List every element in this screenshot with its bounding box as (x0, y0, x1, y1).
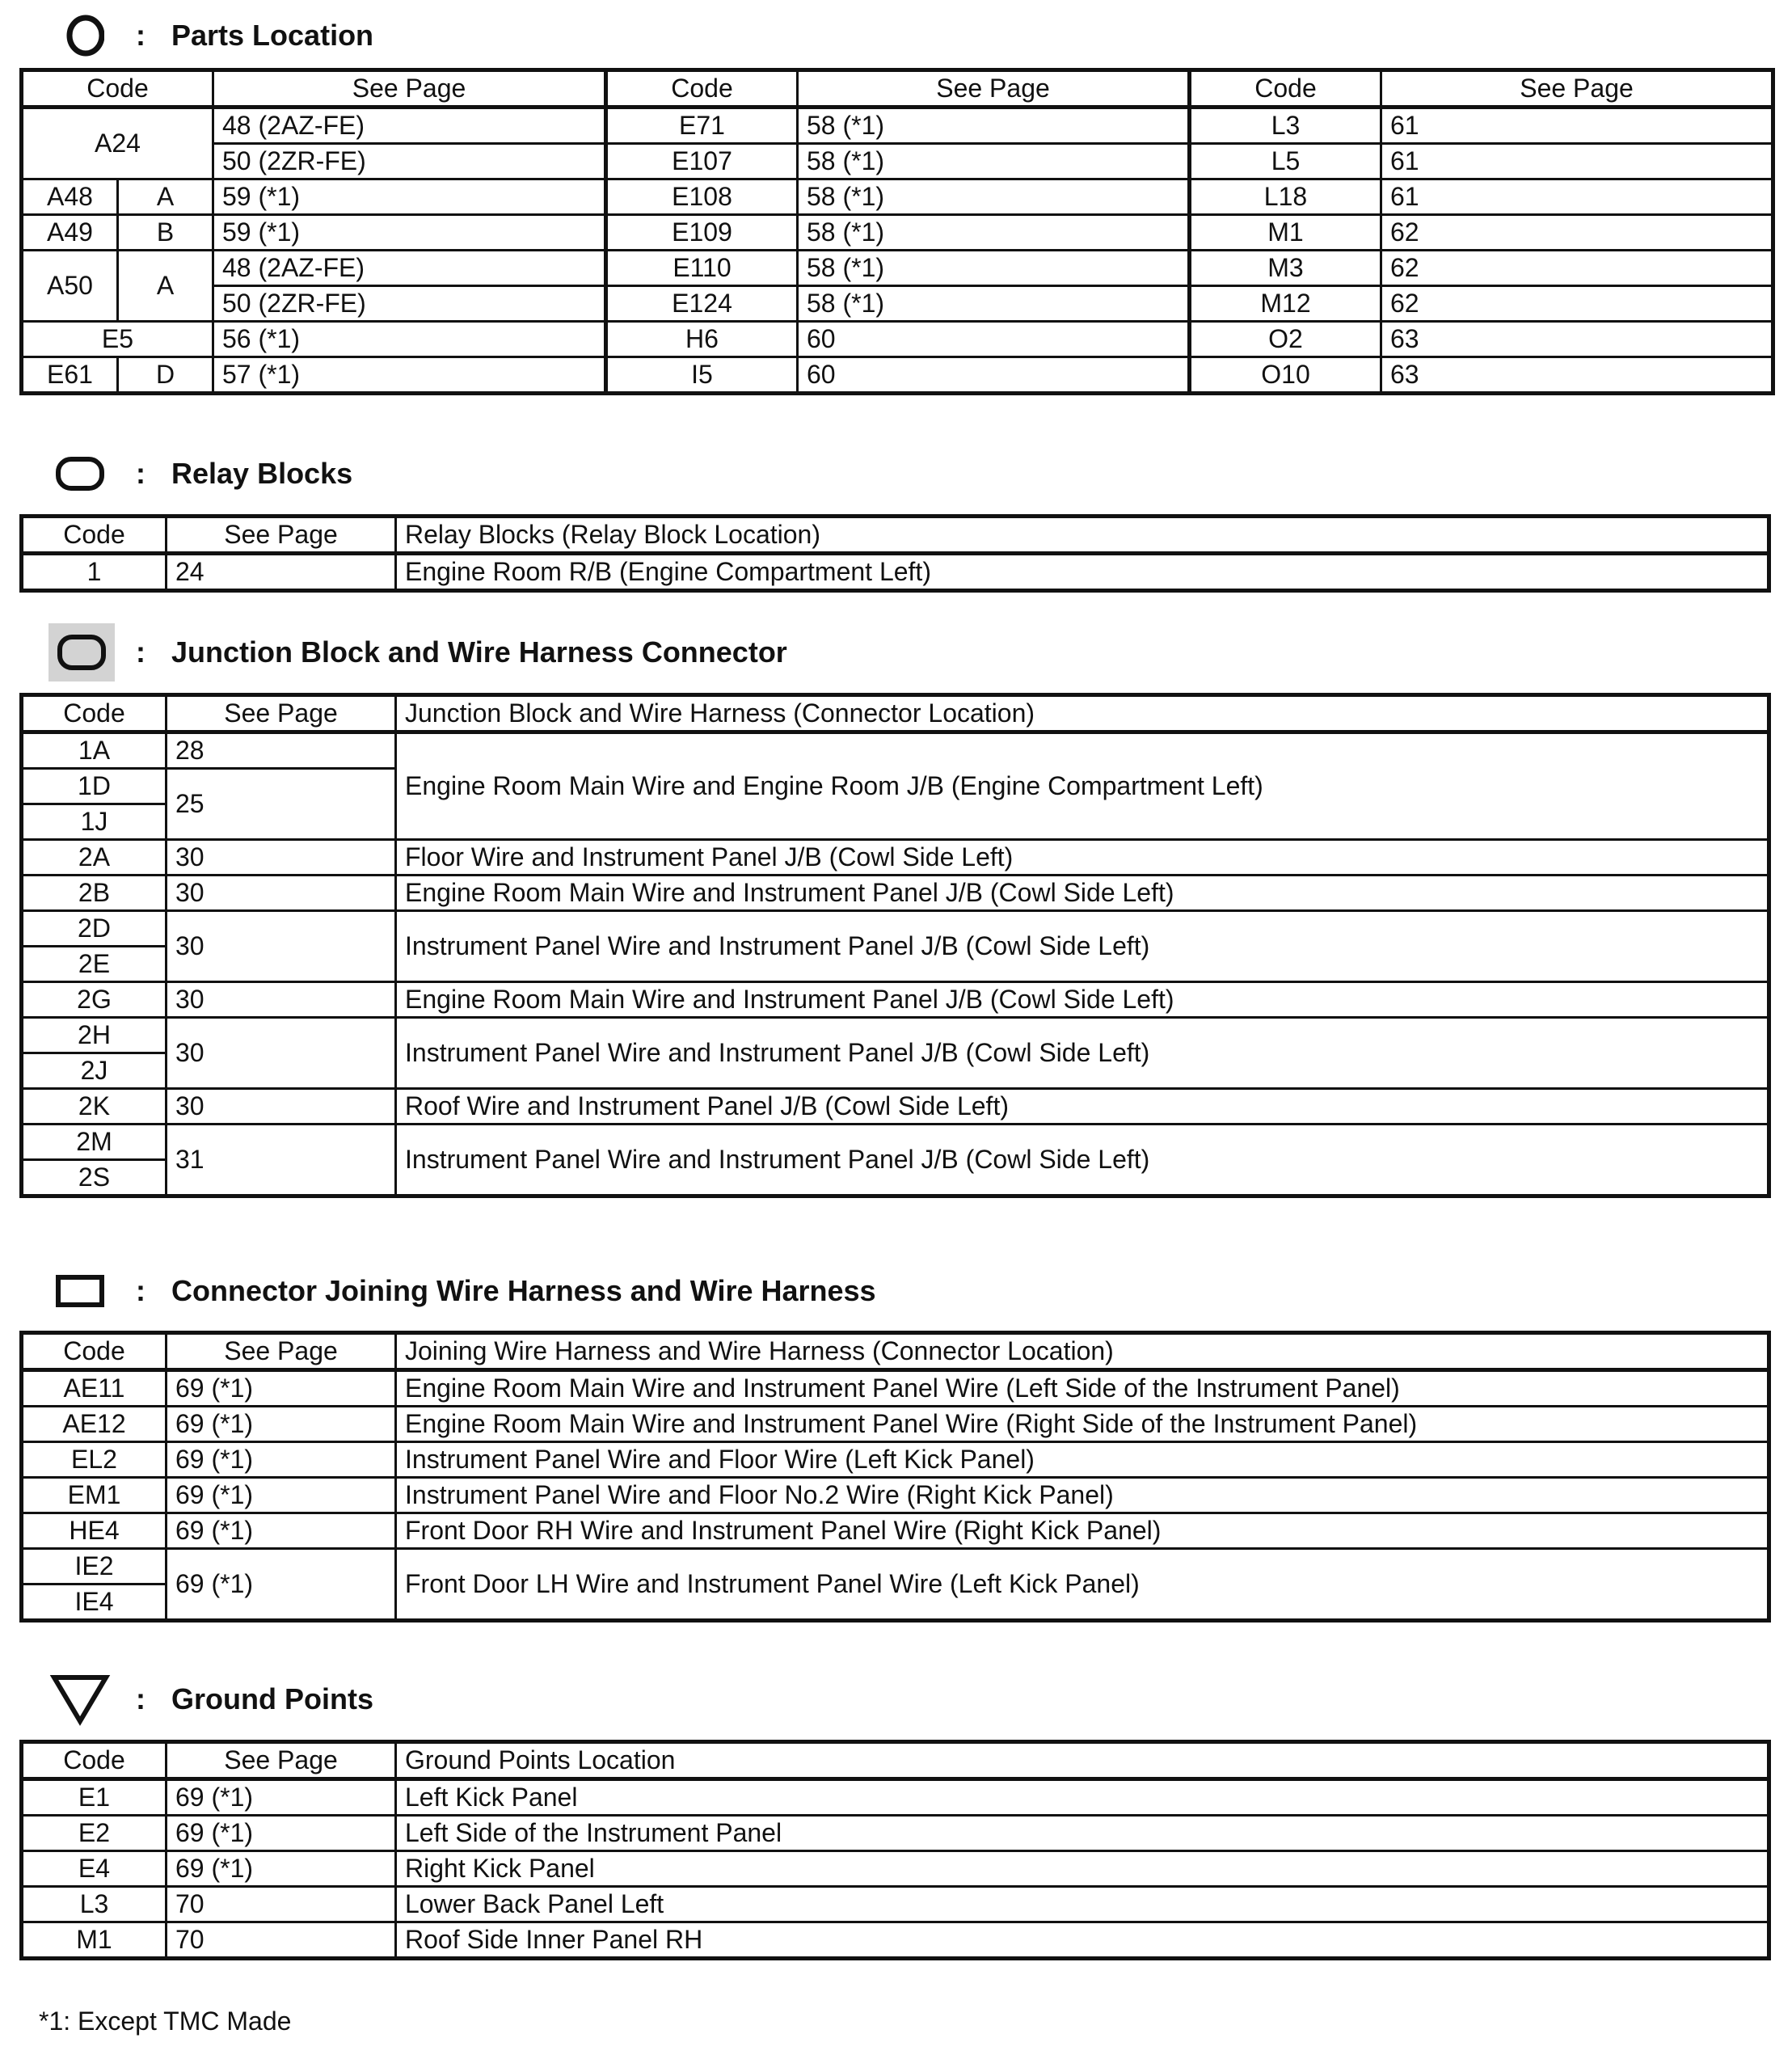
location-cell: Engine Room Main Wire and Instrument Panel Wire (Right Side of the Instrument Panel) (396, 1407, 1769, 1442)
location-cell: Roof Side Inner Panel RH (396, 1922, 1769, 1959)
header-location: Ground Points Location (396, 1742, 1769, 1779)
triangle-down-icon (47, 1671, 113, 1728)
code-cell: L5 (1190, 144, 1381, 179)
header-code: Code (22, 70, 213, 108)
code-cell: 2D (22, 911, 167, 947)
see-page-cell: 62 (1381, 215, 1773, 251)
see-page-cell: 56 (*1) (213, 322, 606, 357)
location-cell: Engine Room Main Wire and Instrument Panel J/B (Cowl Side Left) (396, 982, 1769, 1018)
location-cell: Engine Room Main Wire and Engine Room J/B (Engine Compartment Left) (396, 732, 1769, 840)
table-row (22, 357, 1773, 394)
location-cell: Instrument Panel Wire and Instrument Panel J/B (Cowl Side Left) (396, 911, 1769, 982)
code-cell: E4 (22, 1851, 167, 1887)
table-header-row (22, 1333, 1769, 1370)
see-page-cell: 30 (167, 982, 396, 1018)
section-title-connector (47, 1267, 876, 1315)
code-cell: O2 (1190, 322, 1381, 357)
table-row (22, 732, 1769, 769)
code-cell: 2E (22, 947, 167, 982)
table-row (22, 1442, 1769, 1478)
section-heading: Junction Block and Wire Harness Connector (171, 635, 787, 669)
location-cell: Front Door LH Wire and Instrument Panel Wire (Left Kick Panel) (396, 1549, 1769, 1621)
footnote: *1: Except TMC Made (39, 2006, 292, 2036)
code-cell: E61 (22, 357, 118, 394)
colon: : (136, 457, 145, 490)
location-cell: Instrument Panel Wire and Floor No.2 Wire (Right Kick Panel) (396, 1478, 1769, 1513)
header-see-page: See Page (167, 695, 396, 732)
code-cell: 2M (22, 1125, 167, 1160)
header-see-page: See Page (798, 70, 1190, 108)
rounded-rect-icon (47, 445, 113, 502)
header-location: Joining Wire Harness and Wire Harness (Connector Location) (396, 1333, 1769, 1370)
junction-block-table (19, 693, 1771, 1198)
header-code: Code (606, 70, 798, 108)
code-cell: E110 (606, 251, 798, 286)
header-see-page: See Page (1381, 70, 1773, 108)
see-page-cell: 69 (*1) (167, 1851, 396, 1887)
see-page-cell: 48 (2AZ-FE) (213, 108, 606, 144)
code-cell: AE11 (22, 1370, 167, 1407)
table-row (22, 911, 1769, 947)
table-row (22, 179, 1773, 215)
table-row (22, 1478, 1769, 1513)
section-title-relay-blocks (47, 449, 352, 498)
code-cell: EL2 (22, 1442, 167, 1478)
code-cell: M3 (1190, 251, 1381, 286)
see-page-cell: 57 (*1) (213, 357, 606, 394)
section-heading: Relay Blocks (171, 457, 353, 490)
shaded-rounded-rect-icon (48, 623, 115, 681)
code-cell: M1 (22, 1922, 167, 1959)
code-cell: L3 (1190, 108, 1381, 144)
code-cell: L3 (22, 1887, 167, 1922)
code-cell: 2B (22, 876, 167, 911)
table-row (22, 1851, 1769, 1887)
code-cell: E109 (606, 215, 798, 251)
code-cell: 1D (22, 769, 167, 804)
see-page-cell: 58 (*1) (798, 286, 1190, 322)
header-see-page: See Page (213, 70, 606, 108)
see-page-cell: 58 (*1) (798, 179, 1190, 215)
code-cell: EM1 (22, 1478, 167, 1513)
code-cell: IE4 (22, 1585, 167, 1621)
see-page-cell: 61 (1381, 108, 1773, 144)
location-cell: Lower Back Panel Left (396, 1887, 1769, 1922)
ground-points-table (19, 1740, 1771, 1960)
see-page-cell: 24 (167, 554, 396, 591)
section-heading: Parts Location (171, 19, 374, 52)
location-cell: Engine Room R/B (Engine Compartment Left) (396, 554, 1769, 591)
table-row (22, 1549, 1769, 1585)
see-page-cell: 69 (*1) (167, 1816, 396, 1851)
table-header-row (22, 1742, 1769, 1779)
see-page-cell: 58 (*1) (798, 144, 1190, 179)
see-page-cell: 28 (167, 732, 396, 769)
see-page-cell: 63 (1381, 322, 1773, 357)
code-cell: M1 (1190, 215, 1381, 251)
header-code: Code (1190, 70, 1381, 108)
table-row (22, 251, 1773, 286)
table-row (22, 1018, 1769, 1053)
code-cell: E108 (606, 179, 798, 215)
location-cell: Instrument Panel Wire and Floor Wire (Left Kick Panel) (396, 1442, 1769, 1478)
see-page-cell: 69 (*1) (167, 1549, 396, 1621)
code-cell: IE2 (22, 1549, 167, 1585)
rectangle-icon (47, 1263, 113, 1319)
code-cell: 2K (22, 1089, 167, 1125)
code-cell: 2A (22, 840, 167, 876)
see-page-cell: 30 (167, 1018, 396, 1089)
see-page-cell: 50 (2ZR-FE) (213, 144, 606, 179)
code-cell: M12 (1190, 286, 1381, 322)
location-cell: Engine Room Main Wire and Instrument Panel J/B (Cowl Side Left) (396, 876, 1769, 911)
code-cell: 1A (22, 732, 167, 769)
code-cell: A50 (22, 251, 118, 322)
location-cell: Left Kick Panel (396, 1779, 1769, 1816)
table-row (22, 1407, 1769, 1442)
table-row (22, 1887, 1769, 1922)
see-page-cell: 30 (167, 911, 396, 982)
code-cell: I5 (606, 357, 798, 394)
table-row (22, 215, 1773, 251)
code-cell: E107 (606, 144, 798, 179)
see-page-cell: 70 (167, 1887, 396, 1922)
colon: : (136, 19, 145, 52)
circle-icon (47, 7, 113, 64)
see-page-cell: 69 (*1) (167, 1779, 396, 1816)
location-cell: Instrument Panel Wire and Instrument Panel J/B (Cowl Side Left) (396, 1018, 1769, 1089)
see-page-cell: 59 (*1) (213, 179, 606, 215)
location-cell: Engine Room Main Wire and Instrument Panel Wire (Left Side of the Instrument Panel) (396, 1370, 1769, 1407)
connector-table (19, 1331, 1771, 1622)
see-page-cell: 69 (*1) (167, 1513, 396, 1549)
see-page-cell: 48 (2AZ-FE) (213, 251, 606, 286)
table-row (22, 322, 1773, 357)
see-page-cell: 58 (*1) (798, 251, 1190, 286)
see-page-cell: 62 (1381, 251, 1773, 286)
parts-location-table (19, 68, 1775, 395)
location-cell: Instrument Panel Wire and Instrument Panel J/B (Cowl Side Left) (396, 1125, 1769, 1196)
code-cell: 1J (22, 804, 167, 840)
table-row (22, 982, 1769, 1018)
table-row (22, 1513, 1769, 1549)
code-cell: A48 (22, 179, 118, 215)
code-cell: E1 (22, 1779, 167, 1816)
code-cell: E5 (22, 322, 213, 357)
table-row (22, 876, 1769, 911)
relay-blocks-table (19, 514, 1771, 593)
header-code: Code (22, 695, 167, 732)
code-cell: E124 (606, 286, 798, 322)
see-page-cell: 25 (167, 769, 396, 840)
sub-code-cell: A (118, 179, 213, 215)
colon: : (136, 1274, 145, 1307)
code-cell: L18 (1190, 179, 1381, 215)
location-cell: Floor Wire and Instrument Panel J/B (Cowl Side Left) (396, 840, 1769, 876)
header-code: Code (22, 517, 167, 554)
table-row (22, 1370, 1769, 1407)
table-header-row (22, 517, 1769, 554)
table-row (22, 108, 1773, 144)
section-heading: Connector Joining Wire Harness and Wire Harness (171, 1274, 876, 1307)
table-row (22, 840, 1769, 876)
table-row (22, 1816, 1769, 1851)
sub-code-cell: D (118, 357, 213, 394)
see-page-cell: 61 (1381, 179, 1773, 215)
header-see-page: See Page (167, 1742, 396, 1779)
section-title-ground-points (47, 1675, 373, 1724)
see-page-cell: 61 (1381, 144, 1773, 179)
see-page-cell: 58 (*1) (798, 215, 1190, 251)
table-header-row (22, 695, 1769, 732)
header-see-page: See Page (167, 1333, 396, 1370)
see-page-cell: 62 (1381, 286, 1773, 322)
table-row (22, 1922, 1769, 1959)
code-cell: E2 (22, 1816, 167, 1851)
header-code: Code (22, 1742, 167, 1779)
see-page-cell: 60 (798, 357, 1190, 394)
table-header-row (22, 70, 1773, 108)
see-page-cell: 30 (167, 876, 396, 911)
sub-code-cell: B (118, 215, 213, 251)
sub-code-cell: A (118, 251, 213, 322)
table-row (22, 286, 1773, 322)
location-cell: Front Door RH Wire and Instrument Panel Wire (Right Kick Panel) (396, 1513, 1769, 1549)
section-title-junction-block (47, 628, 787, 677)
section-title-parts-location (47, 11, 373, 60)
see-page-cell: 70 (167, 1922, 396, 1959)
code-cell: O10 (1190, 357, 1381, 394)
see-page-cell: 69 (*1) (167, 1442, 396, 1478)
table-row (22, 1089, 1769, 1125)
see-page-cell: 59 (*1) (213, 215, 606, 251)
see-page-cell: 30 (167, 1089, 396, 1125)
location-cell: Left Side of the Instrument Panel (396, 1816, 1769, 1851)
table-row (22, 144, 1773, 179)
see-page-cell: 30 (167, 840, 396, 876)
header-code: Code (22, 1333, 167, 1370)
colon: : (136, 1682, 145, 1715)
colon: : (136, 635, 145, 669)
code-cell: AE12 (22, 1407, 167, 1442)
code-cell: 2S (22, 1160, 167, 1196)
code-cell: 2J (22, 1053, 167, 1089)
see-page-cell: 60 (798, 322, 1190, 357)
see-page-cell: 63 (1381, 357, 1773, 394)
location-cell: Right Kick Panel (396, 1851, 1769, 1887)
see-page-cell: 58 (*1) (798, 108, 1190, 144)
code-cell: H6 (606, 322, 798, 357)
see-page-cell: 69 (*1) (167, 1370, 396, 1407)
see-page-cell: 69 (*1) (167, 1407, 396, 1442)
see-page-cell: 69 (*1) (167, 1478, 396, 1513)
table-row (22, 554, 1769, 591)
code-cell: 1 (22, 554, 167, 591)
see-page-cell: 50 (2ZR-FE) (213, 286, 606, 322)
table-row (22, 1779, 1769, 1816)
header-see-page: See Page (167, 517, 396, 554)
location-cell: Roof Wire and Instrument Panel J/B (Cowl Side Left) (396, 1089, 1769, 1125)
header-location: Relay Blocks (Relay Block Location) (396, 517, 1769, 554)
header-location: Junction Block and Wire Harness (Connector Location) (396, 695, 1769, 732)
code-cell: E71 (606, 108, 798, 144)
code-cell: HE4 (22, 1513, 167, 1549)
see-page-cell: 31 (167, 1125, 396, 1196)
table-row (22, 1125, 1769, 1160)
section-heading: Ground Points (171, 1682, 373, 1715)
code-cell: 2G (22, 982, 167, 1018)
code-cell: A49 (22, 215, 118, 251)
code-cell: A24 (22, 108, 213, 179)
code-cell: 2H (22, 1018, 167, 1053)
